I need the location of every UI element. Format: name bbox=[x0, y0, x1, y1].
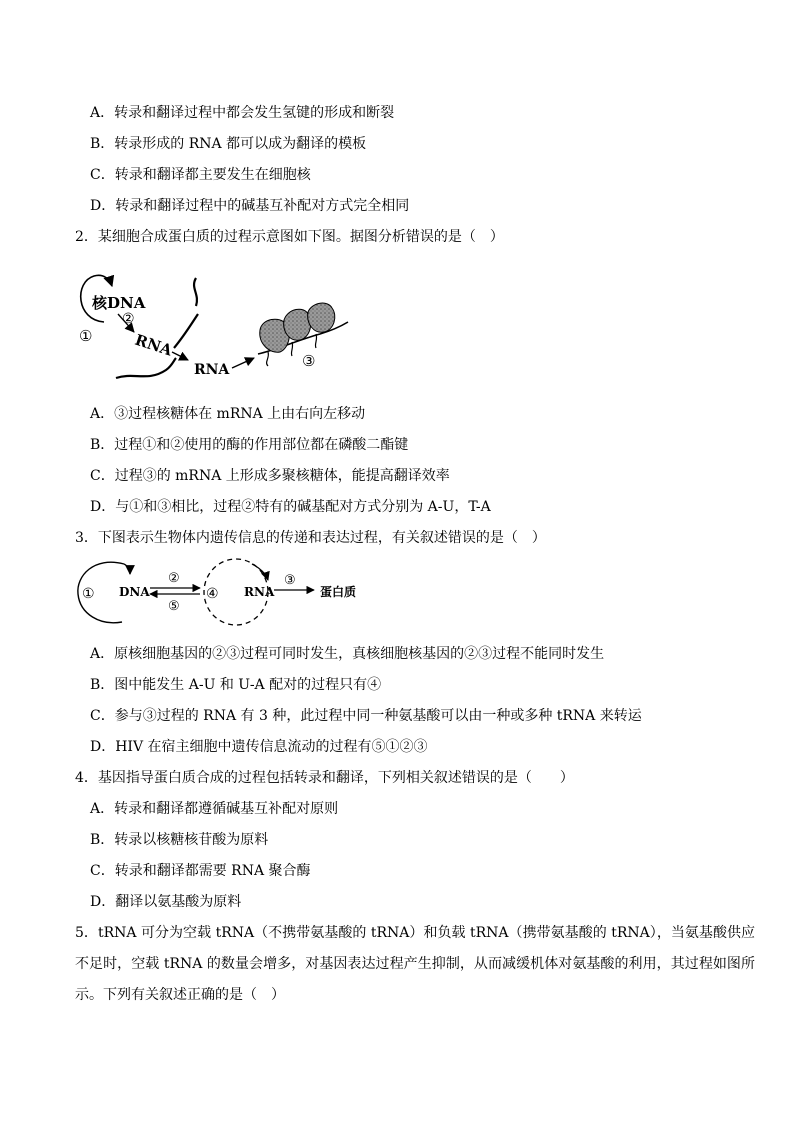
q3-option-c[interactable]: C．参与③过程的 RNA 有 3 种，此过程中同一种氨基酸可以由一种或多种 tRNA 来转运 bbox=[90, 708, 642, 724]
prev-option-d[interactable]: D．转录和翻译过程中的碱基互补配对方式完全相同 bbox=[90, 198, 410, 214]
q5-stem: 5．tRNA 可分为空载 tRNA（不携带氨基酸的 tRNA）和负载 tRNA（携带氨基酸的 tRNA），当氨基酸供应不足时，空载 tRNA 的数量会增多，对基因表达过程产生抑制，从而减缓机体对氨基酸的利用，其过程如图所示。下列有关叙述正确的是（ ） bbox=[75, 925, 755, 1003]
q2-label-step3: ③ bbox=[302, 352, 316, 370]
q2-label-step2: ② bbox=[122, 311, 135, 327]
q3-label-step4: ④ bbox=[206, 586, 219, 602]
q4-option-c[interactable]: C．转录和翻译都需要 RNA 聚合酶 bbox=[90, 863, 311, 879]
ribosome-icon bbox=[260, 303, 335, 352]
q3-label-rna: RNA bbox=[244, 585, 275, 599]
q2-option-c[interactable]: C．过程③的 mRNA 上形成多聚核糖体，能提高翻译效率 bbox=[90, 468, 450, 484]
prev-option-a[interactable]: A．转录和翻译过程中都会发生氢键的形成和断裂 bbox=[90, 105, 395, 121]
q3-label-dna: DNA bbox=[119, 585, 150, 599]
q2-option-b[interactable]: B．过程①和②使用的酶的作用部位都在磷酸二酯键 bbox=[90, 437, 409, 453]
q3-label-step3: ③ bbox=[284, 573, 296, 588]
q2-label-rna-b: RNA bbox=[194, 362, 230, 378]
q3-option-a[interactable]: A．原核细胞基因的②③过程可同时发生，真核细胞核基因的②③过程不能同时发生 bbox=[90, 646, 605, 662]
q2-label-step1: ① bbox=[79, 327, 93, 345]
q2-label-nuclear-dna: 核DNA bbox=[92, 294, 146, 312]
q2-label-rna-a: RNA bbox=[132, 330, 175, 360]
q2-option-d[interactable]: D．与①和③相比，过程②特有的碱基配对方式分别为 A-U，T-A bbox=[90, 499, 491, 515]
q3-figure bbox=[76, 556, 366, 630]
q3-option-b[interactable]: B．图中能发生 A-U 和 U-A 配对的过程只有④ bbox=[90, 677, 382, 693]
q3-stem: 3．下图表示生物体内遗传信息的传递和表达过程，有关叙述错误的是（ ） bbox=[75, 530, 546, 546]
q2-stem: 2．某细胞合成蛋白质的过程示意图如下图。据图分析错误的是（ ） bbox=[75, 229, 504, 245]
q3-label-step2: ② bbox=[168, 571, 180, 586]
q3-label-step5: ⑤ bbox=[168, 599, 180, 614]
prev-option-b[interactable]: B．转录形成的 RNA 都可以成为翻译的模板 bbox=[90, 136, 367, 152]
q3-label-step1: ① bbox=[82, 586, 95, 602]
q2-option-a[interactable]: A．③过程核糖体在 mRNA 上由右向左移动 bbox=[90, 406, 366, 422]
q3-option-d[interactable]: D．HIV 在宿主细胞中遗传信息流动的过程有⑤①②③ bbox=[90, 739, 428, 755]
prev-option-c[interactable]: C．转录和翻译都主要发生在细胞核 bbox=[90, 167, 311, 183]
q3-label-protein: 蛋白质 bbox=[320, 585, 357, 599]
q4-option-d[interactable]: D．翻译以氨基酸为原料 bbox=[90, 894, 242, 910]
q2-figure bbox=[76, 268, 356, 390]
q4-option-a[interactable]: A．转录和翻译都遵循碱基互补配对原则 bbox=[90, 801, 339, 817]
q4-option-b[interactable]: B．转录以核糖核苷酸为原料 bbox=[90, 832, 269, 848]
q4-stem: 4．基因指导蛋白质合成的过程包括转录和翻译，下列相关叙述错误的是（ ） bbox=[75, 770, 574, 786]
